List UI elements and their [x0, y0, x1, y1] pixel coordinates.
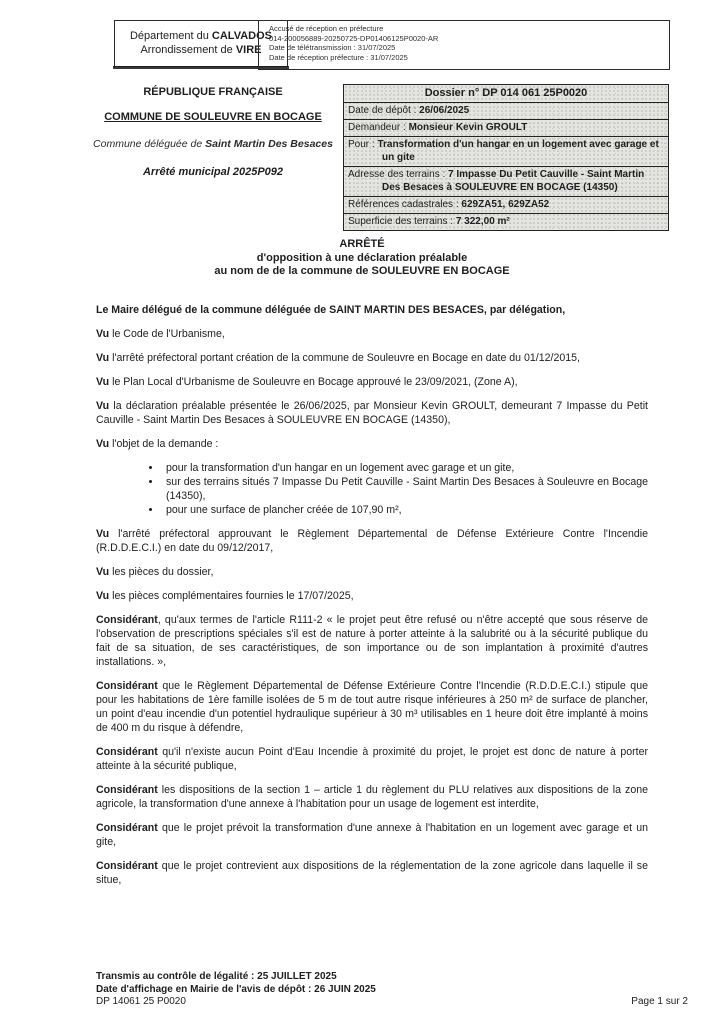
title-line-3: au nom de de la commune de SOULEUVRE EN BOCAGE	[214, 265, 510, 277]
paragraph-text: , qu'aux termes de l'article R111-2 « le projet peut être refusé ou n'être accepté que sous réserve de l'observation de prescriptions spéciales s'il est de nature à porter atteinte à la salubrité ou à la sécurité publique du fait de sa situation, de ses caractéristiques, de son importance ou de son implantation à proximité d'autres installations. »,	[96, 614, 648, 668]
paragraph-lead: Vu	[96, 376, 110, 388]
paragraph	[96, 679, 648, 735]
delegated-prefix: Commune déléguée de	[93, 138, 206, 150]
title-line-2: d'opposition à une déclaration préalable	[256, 251, 468, 264]
stamp-line: Date de réception préfecture : 31/07/2025	[269, 52, 408, 62]
delegated-name: Saint Martin Des Besaces	[205, 138, 333, 150]
document-body	[96, 303, 648, 897]
paragraph-text: les dispositions de la section 1 – article 1 du règlement du PLU relatives aux dispositions de la zone agricole, la transformation d'une annexe à l'habitation pour un usage de logement est interdite,	[96, 784, 648, 810]
arrondissement-name: VIRE	[235, 44, 262, 56]
paragraph	[96, 565, 648, 579]
dossier-row-value: 26/06/2025	[419, 105, 470, 116]
stamp-line: 014-200056889-20250725-DP01406125P0020-AR	[269, 33, 439, 43]
paragraph	[96, 375, 648, 389]
dossier-row	[344, 167, 668, 197]
title-line-1: ARRÊTÉ	[339, 238, 385, 250]
paragraph	[96, 613, 648, 669]
paragraph-lead: Vu	[96, 352, 110, 364]
paragraph-lead: Vu	[96, 528, 110, 540]
dossier-row-label: Adresse des terrains :	[348, 169, 449, 180]
paragraph-text: les pièces complémentaires fournies le 17/07/2025,	[109, 590, 354, 602]
bullet-item: • sur des terrains situés 7 Impasse Du Petit Cauville - Saint Martin Des Besaces à Souleuvre en Bocage (14350),	[162, 475, 648, 503]
stamp-line: Accusé de réception en préfecture	[269, 24, 384, 33]
paragraph-text: la déclaration préalable présentée le 26/06/2025, par Monsieur Kevin GROULT, demeurant 7 Impasse du Petit Cauville - Saint Martin Des Besaces à SOULEUVRE EN BOCAGE (14350),	[96, 400, 648, 426]
paragraph-text: que le projet prévoit la transformation d'une annexe à l'habitation en un logement avec garage et un gite,	[96, 822, 648, 848]
paragraph-text: le Code de l'Urbanisme,	[109, 328, 225, 340]
paragraph-text: l'objet de la demande :	[109, 438, 219, 450]
dossier-row-label: Pour :	[348, 139, 378, 150]
paragraph	[96, 437, 648, 451]
paragraph	[96, 821, 648, 849]
bullet-item: • pour la transformation d'un hangar en un logement avec garage et un gite,	[162, 461, 648, 475]
bullet-item: • pour une surface de plancher créée de 107,90 m²,	[162, 503, 648, 517]
dossier-number: Dossier n° DP 014 061 25P0020	[344, 85, 668, 103]
page-number: Page 1 sur 2	[631, 996, 688, 1007]
paragraph-lead: Vu	[96, 400, 110, 412]
paragraph	[96, 399, 648, 427]
footer-transmission-line: Transmis au contrôle de légalité : 25 JUILLET 2025	[96, 971, 337, 982]
prefecture-stamp	[258, 20, 670, 70]
paragraph	[96, 303, 648, 317]
paragraph-text: que le projet contrevient aux dispositions de la réglementation de la zone agricole dans laquelle il se situe,	[96, 860, 648, 886]
title-block	[0, 238, 724, 279]
dossier-row	[344, 197, 668, 214]
dossier-row-value: 629ZA51, 629ZA52	[461, 199, 550, 210]
paragraph-lead: Vu	[96, 590, 110, 602]
paragraph-text: qu'il n'existe aucun Point d'Eau Incendie à proximité du projet, le projet est donc de nature à porter atteinte à la sécurité publique,	[96, 746, 648, 772]
commune-title: COMMUNE DE SOULEUVRE EN BOCAGE	[104, 111, 322, 123]
footer-reference-line	[96, 996, 688, 1009]
footer-display-line: Date d'affichage en Mairie de l'avis de dépôt : 26 JUIN 2025	[96, 983, 376, 995]
paragraph-lead: Considérant	[96, 746, 158, 758]
republic-title: RÉPUBLIQUE FRANÇAISE	[143, 86, 283, 98]
dossier-table	[343, 84, 669, 231]
paragraph-lead: Considérant	[96, 784, 158, 796]
dossier-row-label: Date de dépôt :	[348, 105, 420, 116]
paragraph	[96, 589, 648, 603]
dossier-row	[344, 120, 668, 137]
bullet-list	[96, 461, 648, 517]
paragraph-text: les pièces du dossier,	[109, 566, 214, 578]
dossier-row-value: 7 Impasse Du Petit Cauville - Saint Martin Des Besaces à SOULEUVRE EN BOCAGE (14350)	[382, 169, 645, 193]
paragraph-lead: Considérant	[96, 680, 158, 692]
paragraph	[96, 527, 648, 555]
paragraph-text: Le Maire délégué de la commune déléguée de SAINT MARTIN DES BESACES, par délégation,	[96, 304, 566, 316]
dossier-row-label: Références cadastrales :	[348, 199, 462, 210]
dossier-row	[344, 103, 668, 120]
department-name: CALVADOS	[211, 30, 273, 42]
left-header-column	[85, 86, 341, 178]
dossier-row-label: Superficie des terrains :	[348, 216, 456, 227]
paragraph	[96, 859, 648, 887]
paragraph-text: l'arrêté préfectoral portant création de la commune de Souleuvre en Bocage en date du 01/12/2015,	[109, 352, 580, 364]
paragraph-lead: Considérant	[96, 822, 158, 834]
paragraph-text: l'arrêté préfectoral approuvant le Règlement Départemental de Défense Extérieure Contre l'Incendie (R.D.D.E.C.I.) en date du 09/12/2017,	[96, 528, 648, 554]
paragraph-lead: Vu	[96, 328, 110, 340]
paragraph-text: que le Règlement Départemental de Défense Extérieure Contre l'Incendie (R.D.D.E.C.I.) stipule que pour les habitations de 1ère famille isolées de 5 m de tout autre risque inférieures à 250 m² de surface de plancher, un point d'eau incendie d'un potentiel hydraulique supérieur à 30 m³ utilisables en 1 heure doit être implanté à moins de 400 m du risque à défendre,	[96, 680, 648, 734]
dossier-reference: DP 14061 25 P0020	[96, 996, 186, 1007]
dossier-table-rows	[344, 103, 668, 230]
decree-number: Arrêté municipal 2025P092	[142, 166, 284, 178]
dossier-row-value: Monsieur Kevin GROULT	[408, 122, 528, 133]
paragraph	[96, 351, 648, 365]
paragraph	[96, 745, 648, 773]
paragraph-lead: Vu	[96, 566, 110, 578]
dossier-row-value: Transformation d'un hangar en un logement avec garage et un gite	[377, 139, 659, 163]
footer	[96, 971, 688, 1009]
paragraph-lead: Considérant	[96, 614, 158, 626]
paragraph-text: le Plan Local d'Urbanisme de Souleuvre en Bocage approuvé le 23/09/2021, (Zone A),	[109, 376, 518, 388]
paragraph-lead: Considérant	[96, 860, 158, 872]
department-prefix: Département du	[129, 30, 212, 42]
paragraph	[96, 327, 648, 341]
paragraph	[96, 783, 648, 811]
delegated-commune-line	[85, 138, 341, 150]
stamp-lines	[269, 24, 665, 62]
dossier-row-value: 7 322,00 m²	[455, 216, 510, 227]
dossier-row	[344, 214, 668, 230]
stamp-line: Date de télétransmission : 31/07/2025	[269, 43, 396, 53]
paragraph-lead: Vu	[96, 438, 110, 450]
dossier-row-label: Demandeur :	[348, 122, 409, 133]
arrondissement-prefix: Arrondissement de	[140, 44, 236, 56]
dossier-row	[344, 137, 668, 167]
